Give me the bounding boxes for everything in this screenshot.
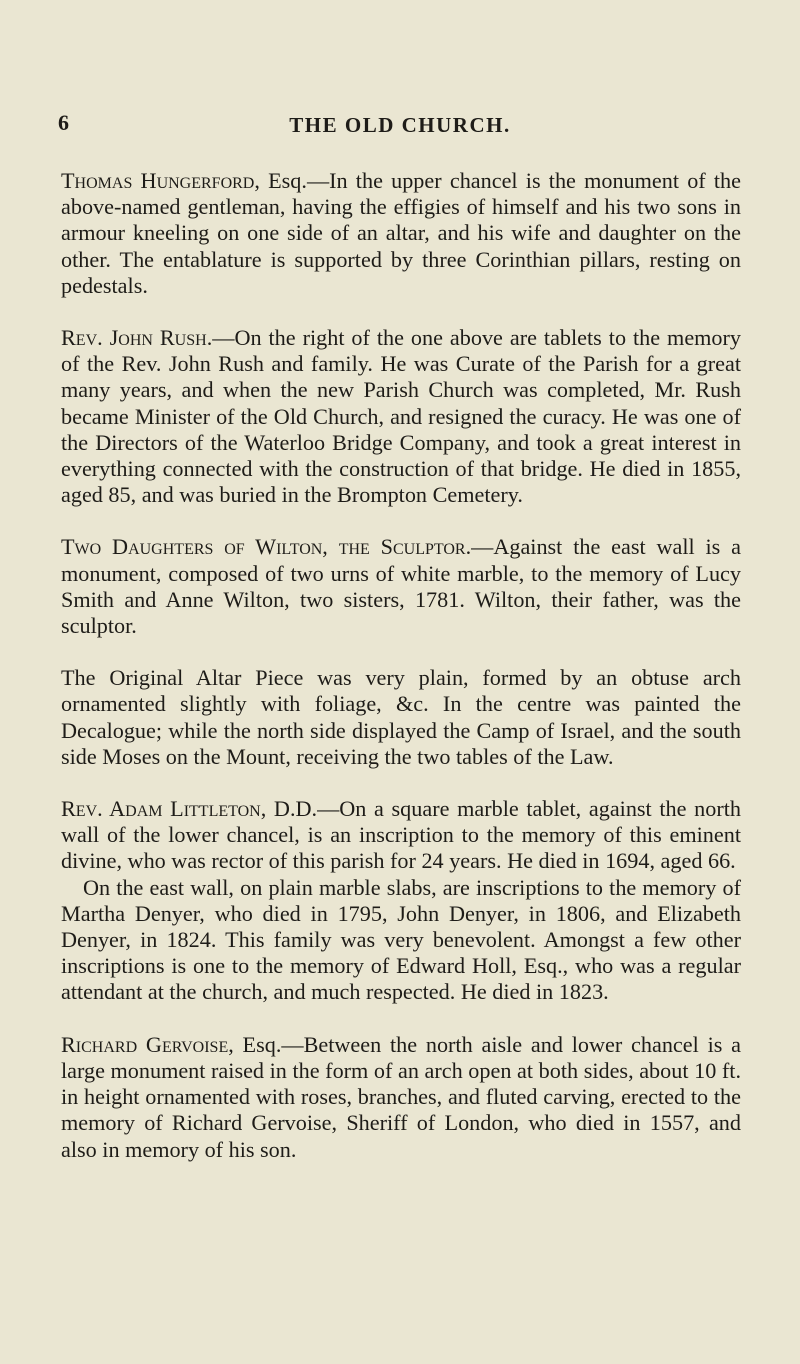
entry-heading: Richard Gervoise, [61,1031,234,1057]
page-number: 6 [58,110,69,135]
paragraph-littleton [61,796,741,875]
paragraph-gervoise [61,1032,741,1163]
paragraph-text: The Original Altar Piece was very plain, formed by an obtuse arch ornamented slightly with foliage, &c. In the centre was painted the Decalogue; while the north side displayed the Camp of Israel, and the south side Moses on the Mount, receiving the two tables of the Law. [61,665,741,769]
paragraph-text: —On the right of the one above are tablets to the memory of the Rev. John Rush and family. He was Curate of the Parish for a great many years, and when the new Parish Church was completed, Mr. Rush became Minister of the Old Church, and resigned the curacy. He was one of the Directors of the Waterloo Bridge Company, and took a great interest in everything connected with the construction of that bridge. He died in 1855, aged 85, and was buried in the Brompton Cemetery. [61,325,741,508]
paragraph-altar-piece [61,665,741,770]
paragraph-text: Esq.—Between the north aisle and lower chancel is a large monument raised in the form of an arch open at both sides, about 10 ft. in height ornamented with roses, branches, and fluted carving, erected to the memory of Richard Gervoise, Sheriff of London, who died in 1557, and also in memory of his son. [61,1031,741,1162]
running-head: THE OLD CHURCH. [289,113,511,137]
paragraph-text: Esq.—In the upper chancel is the monument of the above-named gentleman, having the effigies of himself and his two sons in armour kneeling on one side of an altar, and his wife and daughter on the other. The entablature is supported by three Corinthian pillars, resting on pedestals. [61,168,741,298]
paragraph-text: —Against the east wall is a monument, composed of two urns of white marble, to the memory of Lucy Smith and Anne Wilton, two sisters, 1781. Wilton, their father, was the sculptor. [61,534,741,639]
paragraph-wilton [61,534,741,639]
entry-heading: Thomas Hungerford, [61,168,260,193]
paragraph-hungerford [61,168,741,299]
paragraph-text: —On a square marble tablet, against the north wall of the lower chancel, is an inscription to the memory of this eminent divine, who was rector of this parish for 24 years. He died in 1694, aged 66. [61,796,741,874]
body-text [61,168,741,1189]
paragraph-denyer [61,875,741,1006]
paragraph-text: On the east wall, on plain marble slabs, are inscriptions to the memory of Martha Denyer, who died in 1795, John Denyer, in 1806, and Elizabeth Denyer, in 1824. This family was very benevolent. Amongst a few other inscriptions is one to the memory of Edward Holl, Esq., who was a regular attendant at the church, and much respected. He died in 1823. [61,874,741,1005]
paragraph-rush [61,325,741,508]
entry-heading: Two Daughters of Wilton, the Sculptor. [61,534,472,560]
entry-heading: Rev. Adam Littleton, D.D. [61,796,318,822]
entry-heading: Rev. John Rush. [61,325,213,351]
